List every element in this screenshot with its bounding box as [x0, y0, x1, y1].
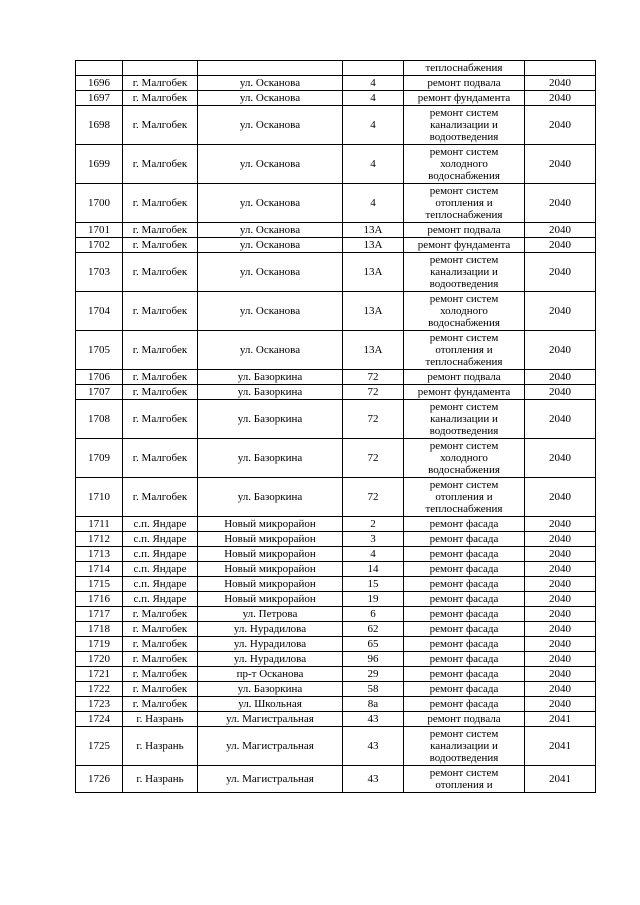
work-type-cell: ремонт фасада	[404, 607, 525, 622]
street-cell: ул. Осканова	[198, 145, 343, 184]
table-row	[76, 727, 596, 766]
street-cell: ул. Базоркина	[198, 682, 343, 697]
row-number: 1722	[76, 682, 123, 697]
house-number-cell: 8а	[343, 697, 404, 712]
table-row	[76, 223, 596, 238]
locality-cell: г. Малгобек	[123, 478, 198, 517]
work-type-cell: ремонт фасада	[404, 592, 525, 607]
locality-cell: г. Малгобек	[123, 652, 198, 667]
table-row	[76, 478, 596, 517]
street-cell	[198, 61, 343, 76]
year-cell: 2040	[525, 652, 596, 667]
house-number-cell: 43	[343, 766, 404, 793]
table-row	[76, 577, 596, 592]
house-number-cell: 58	[343, 682, 404, 697]
year-cell: 2040	[525, 697, 596, 712]
work-type-cell: ремонт фасада	[404, 697, 525, 712]
row-number: 1702	[76, 238, 123, 253]
table-row	[76, 439, 596, 478]
street-cell: ул. Базоркина	[198, 385, 343, 400]
street-cell: ул. Осканова	[198, 253, 343, 292]
row-number: 1708	[76, 400, 123, 439]
locality-cell: г. Малгобек	[123, 184, 198, 223]
street-cell: пр-т Осканова	[198, 667, 343, 682]
locality-cell: г. Малгобек	[123, 238, 198, 253]
street-cell: ул. Осканова	[198, 292, 343, 331]
house-number-cell: 96	[343, 652, 404, 667]
row-number: 1717	[76, 607, 123, 622]
row-number: 1705	[76, 331, 123, 370]
locality-cell: г. Малгобек	[123, 385, 198, 400]
table-row	[76, 184, 596, 223]
year-cell: 2040	[525, 145, 596, 184]
house-number-cell: 14	[343, 562, 404, 577]
work-type-cell: ремонт фундамента	[404, 385, 525, 400]
street-cell: ул. Осканова	[198, 238, 343, 253]
year-cell: 2040	[525, 370, 596, 385]
house-number-cell: 13А	[343, 238, 404, 253]
street-cell: ул. Базоркина	[198, 439, 343, 478]
work-type-cell: ремонт систем холодного водоснабжения	[404, 439, 525, 478]
row-number: 1701	[76, 223, 123, 238]
table-row	[76, 106, 596, 145]
row-number: 1712	[76, 532, 123, 547]
work-type-cell: ремонт систем канализации и водоотведения	[404, 727, 525, 766]
row-number: 1697	[76, 91, 123, 106]
locality-cell: г. Назрань	[123, 727, 198, 766]
year-cell: 2040	[525, 532, 596, 547]
house-number-cell: 3	[343, 532, 404, 547]
work-type-cell: ремонт систем холодного водоснабжения	[404, 145, 525, 184]
row-number: 1720	[76, 652, 123, 667]
row-number	[76, 61, 123, 76]
year-cell: 2041	[525, 766, 596, 793]
house-number-cell: 72	[343, 370, 404, 385]
row-number: 1723	[76, 697, 123, 712]
locality-cell: г. Малгобек	[123, 223, 198, 238]
row-number: 1726	[76, 766, 123, 793]
row-number: 1713	[76, 547, 123, 562]
street-cell: ул. Школьная	[198, 697, 343, 712]
row-number: 1707	[76, 385, 123, 400]
year-cell: 2040	[525, 562, 596, 577]
row-number: 1719	[76, 637, 123, 652]
work-type-cell: ремонт систем канализации и водоотведения	[404, 106, 525, 145]
house-number-cell: 65	[343, 637, 404, 652]
house-number-cell	[343, 61, 404, 76]
works-table	[75, 60, 596, 793]
work-type-cell: ремонт фасада	[404, 622, 525, 637]
street-cell: ул. Магистральная	[198, 712, 343, 727]
year-cell: 2041	[525, 727, 596, 766]
year-cell: 2040	[525, 91, 596, 106]
house-number-cell: 72	[343, 385, 404, 400]
year-cell: 2040	[525, 331, 596, 370]
street-cell: ул. Магистральная	[198, 766, 343, 793]
row-number: 1706	[76, 370, 123, 385]
row-number: 1711	[76, 517, 123, 532]
table-row	[76, 682, 596, 697]
house-number-cell: 72	[343, 478, 404, 517]
locality-cell: с.п. Яндаре	[123, 532, 198, 547]
year-cell: 2040	[525, 517, 596, 532]
locality-cell: г. Малгобек	[123, 667, 198, 682]
year-cell: 2040	[525, 439, 596, 478]
locality-cell: г. Малгобек	[123, 91, 198, 106]
table-row	[76, 517, 596, 532]
locality-cell: г. Малгобек	[123, 253, 198, 292]
street-cell: Новый микрорайон	[198, 592, 343, 607]
locality-cell: г. Малгобек	[123, 292, 198, 331]
street-cell: ул. Магистральная	[198, 727, 343, 766]
year-cell: 2040	[525, 253, 596, 292]
work-type-cell: ремонт подвала	[404, 223, 525, 238]
table-row	[76, 331, 596, 370]
house-number-cell: 4	[343, 547, 404, 562]
locality-cell: г. Малгобек	[123, 145, 198, 184]
year-cell: 2040	[525, 607, 596, 622]
locality-cell: с.п. Яндаре	[123, 577, 198, 592]
work-type-cell: ремонт фасада	[404, 577, 525, 592]
row-number: 1704	[76, 292, 123, 331]
work-type-cell: ремонт фундамента	[404, 238, 525, 253]
street-cell: ул. Осканова	[198, 331, 343, 370]
street-cell: ул. Осканова	[198, 184, 343, 223]
table-row	[76, 697, 596, 712]
street-cell: ул. Нурадилова	[198, 637, 343, 652]
house-number-cell: 4	[343, 76, 404, 91]
street-cell: Новый микрорайон	[198, 547, 343, 562]
work-type-cell: ремонт фундамента	[404, 91, 525, 106]
locality-cell: с.п. Яндаре	[123, 562, 198, 577]
table-row	[76, 238, 596, 253]
work-type-cell: ремонт подвала	[404, 712, 525, 727]
table-row	[76, 91, 596, 106]
locality-cell: г. Малгобек	[123, 439, 198, 478]
locality-cell: г. Малгобек	[123, 400, 198, 439]
locality-cell: г. Малгобек	[123, 106, 198, 145]
work-type-cell: ремонт фасада	[404, 517, 525, 532]
house-number-cell: 2	[343, 517, 404, 532]
locality-cell: г. Назрань	[123, 766, 198, 793]
house-number-cell: 43	[343, 727, 404, 766]
row-number: 1700	[76, 184, 123, 223]
street-cell: ул. Петрова	[198, 607, 343, 622]
row-number: 1696	[76, 76, 123, 91]
street-cell: ул. Нурадилова	[198, 652, 343, 667]
house-number-cell: 62	[343, 622, 404, 637]
table-row	[76, 370, 596, 385]
table-row	[76, 400, 596, 439]
table-row	[76, 592, 596, 607]
table-row	[76, 622, 596, 637]
work-type-cell: ремонт фасада	[404, 652, 525, 667]
work-type-cell: ремонт фасада	[404, 562, 525, 577]
house-number-cell: 13А	[343, 292, 404, 331]
street-cell: ул. Базоркина	[198, 400, 343, 439]
table-row	[76, 712, 596, 727]
work-type-cell: ремонт систем отопления и теплоснабжения	[404, 478, 525, 517]
street-cell: ул. Базоркина	[198, 478, 343, 517]
table-row	[76, 547, 596, 562]
street-cell: Новый микрорайон	[198, 577, 343, 592]
year-cell: 2040	[525, 478, 596, 517]
street-cell: ул. Базоркина	[198, 370, 343, 385]
locality-cell: с.п. Яндаре	[123, 517, 198, 532]
year-cell: 2041	[525, 712, 596, 727]
house-number-cell: 13А	[343, 253, 404, 292]
locality-cell: г. Назрань	[123, 712, 198, 727]
table-row	[76, 562, 596, 577]
house-number-cell: 72	[343, 400, 404, 439]
year-cell: 2040	[525, 622, 596, 637]
row-number: 1714	[76, 562, 123, 577]
house-number-cell: 19	[343, 592, 404, 607]
row-number: 1709	[76, 439, 123, 478]
locality-cell: г. Малгобек	[123, 331, 198, 370]
table-row	[76, 766, 596, 793]
year-cell: 2040	[525, 547, 596, 562]
work-type-cell: ремонт систем отопления и теплоснабжения	[404, 331, 525, 370]
year-cell: 2040	[525, 223, 596, 238]
table-row	[76, 253, 596, 292]
table-row	[76, 292, 596, 331]
year-cell: 2040	[525, 238, 596, 253]
street-cell: Новый микрорайон	[198, 532, 343, 547]
house-number-cell: 13А	[343, 331, 404, 370]
row-number: 1724	[76, 712, 123, 727]
work-type-cell: ремонт систем канализации и водоотведения	[404, 253, 525, 292]
street-cell: ул. Осканова	[198, 76, 343, 91]
table-row	[76, 607, 596, 622]
house-number-cell: 13А	[343, 223, 404, 238]
street-cell: ул. Нурадилова	[198, 622, 343, 637]
locality-cell: г. Малгобек	[123, 76, 198, 91]
table-row	[76, 652, 596, 667]
row-number: 1715	[76, 577, 123, 592]
work-type-cell: ремонт фасада	[404, 637, 525, 652]
year-cell: 2040	[525, 385, 596, 400]
work-type-cell: ремонт систем отопления и теплоснабжения	[404, 184, 525, 223]
row-number: 1698	[76, 106, 123, 145]
year-cell: 2040	[525, 292, 596, 331]
table-row	[76, 385, 596, 400]
work-type-cell: ремонт систем отопления и	[404, 766, 525, 793]
street-cell: Новый микрорайон	[198, 517, 343, 532]
year-cell: 2040	[525, 682, 596, 697]
house-number-cell: 4	[343, 106, 404, 145]
street-cell: Новый микрорайон	[198, 562, 343, 577]
row-number: 1703	[76, 253, 123, 292]
year-cell: 2040	[525, 400, 596, 439]
year-cell: 2040	[525, 592, 596, 607]
work-type-cell: ремонт фасада	[404, 667, 525, 682]
house-number-cell: 29	[343, 667, 404, 682]
locality-cell: г. Малгобек	[123, 607, 198, 622]
locality-cell: г. Малгобек	[123, 697, 198, 712]
work-type-cell: ремонт фасада	[404, 682, 525, 697]
row-number: 1716	[76, 592, 123, 607]
table-row	[76, 667, 596, 682]
row-number: 1718	[76, 622, 123, 637]
street-cell: ул. Осканова	[198, 106, 343, 145]
year-cell: 2040	[525, 76, 596, 91]
table-row	[76, 145, 596, 184]
house-number-cell: 4	[343, 184, 404, 223]
house-number-cell: 43	[343, 712, 404, 727]
work-type-cell: ремонт подвала	[404, 370, 525, 385]
table-row	[76, 637, 596, 652]
house-number-cell: 4	[343, 91, 404, 106]
work-type-cell: ремонт систем холодного водоснабжения	[404, 292, 525, 331]
locality-cell: г. Малгобек	[123, 622, 198, 637]
locality-cell: с.п. Яндаре	[123, 547, 198, 562]
table-row	[76, 76, 596, 91]
house-number-cell: 4	[343, 145, 404, 184]
work-type-cell: теплоснабжения	[404, 61, 525, 76]
table-row	[76, 532, 596, 547]
locality-cell: г. Малгобек	[123, 370, 198, 385]
year-cell: 2040	[525, 106, 596, 145]
year-cell: 2040	[525, 577, 596, 592]
row-number: 1710	[76, 478, 123, 517]
year-cell: 2040	[525, 637, 596, 652]
row-number: 1725	[76, 727, 123, 766]
work-type-cell: ремонт систем канализации и водоотведения	[404, 400, 525, 439]
work-type-cell: ремонт подвала	[404, 76, 525, 91]
row-number: 1721	[76, 667, 123, 682]
house-number-cell: 6	[343, 607, 404, 622]
row-number: 1699	[76, 145, 123, 184]
locality-cell: г. Малгобек	[123, 637, 198, 652]
year-cell	[525, 61, 596, 76]
year-cell: 2040	[525, 667, 596, 682]
locality-cell: г. Малгобек	[123, 682, 198, 697]
locality-cell: с.п. Яндаре	[123, 592, 198, 607]
house-number-cell: 72	[343, 439, 404, 478]
year-cell: 2040	[525, 184, 596, 223]
street-cell: ул. Осканова	[198, 223, 343, 238]
table-row	[76, 61, 596, 76]
work-type-cell: ремонт фасада	[404, 547, 525, 562]
work-type-cell: ремонт фасада	[404, 532, 525, 547]
house-number-cell: 15	[343, 577, 404, 592]
street-cell: ул. Осканова	[198, 91, 343, 106]
locality-cell	[123, 61, 198, 76]
